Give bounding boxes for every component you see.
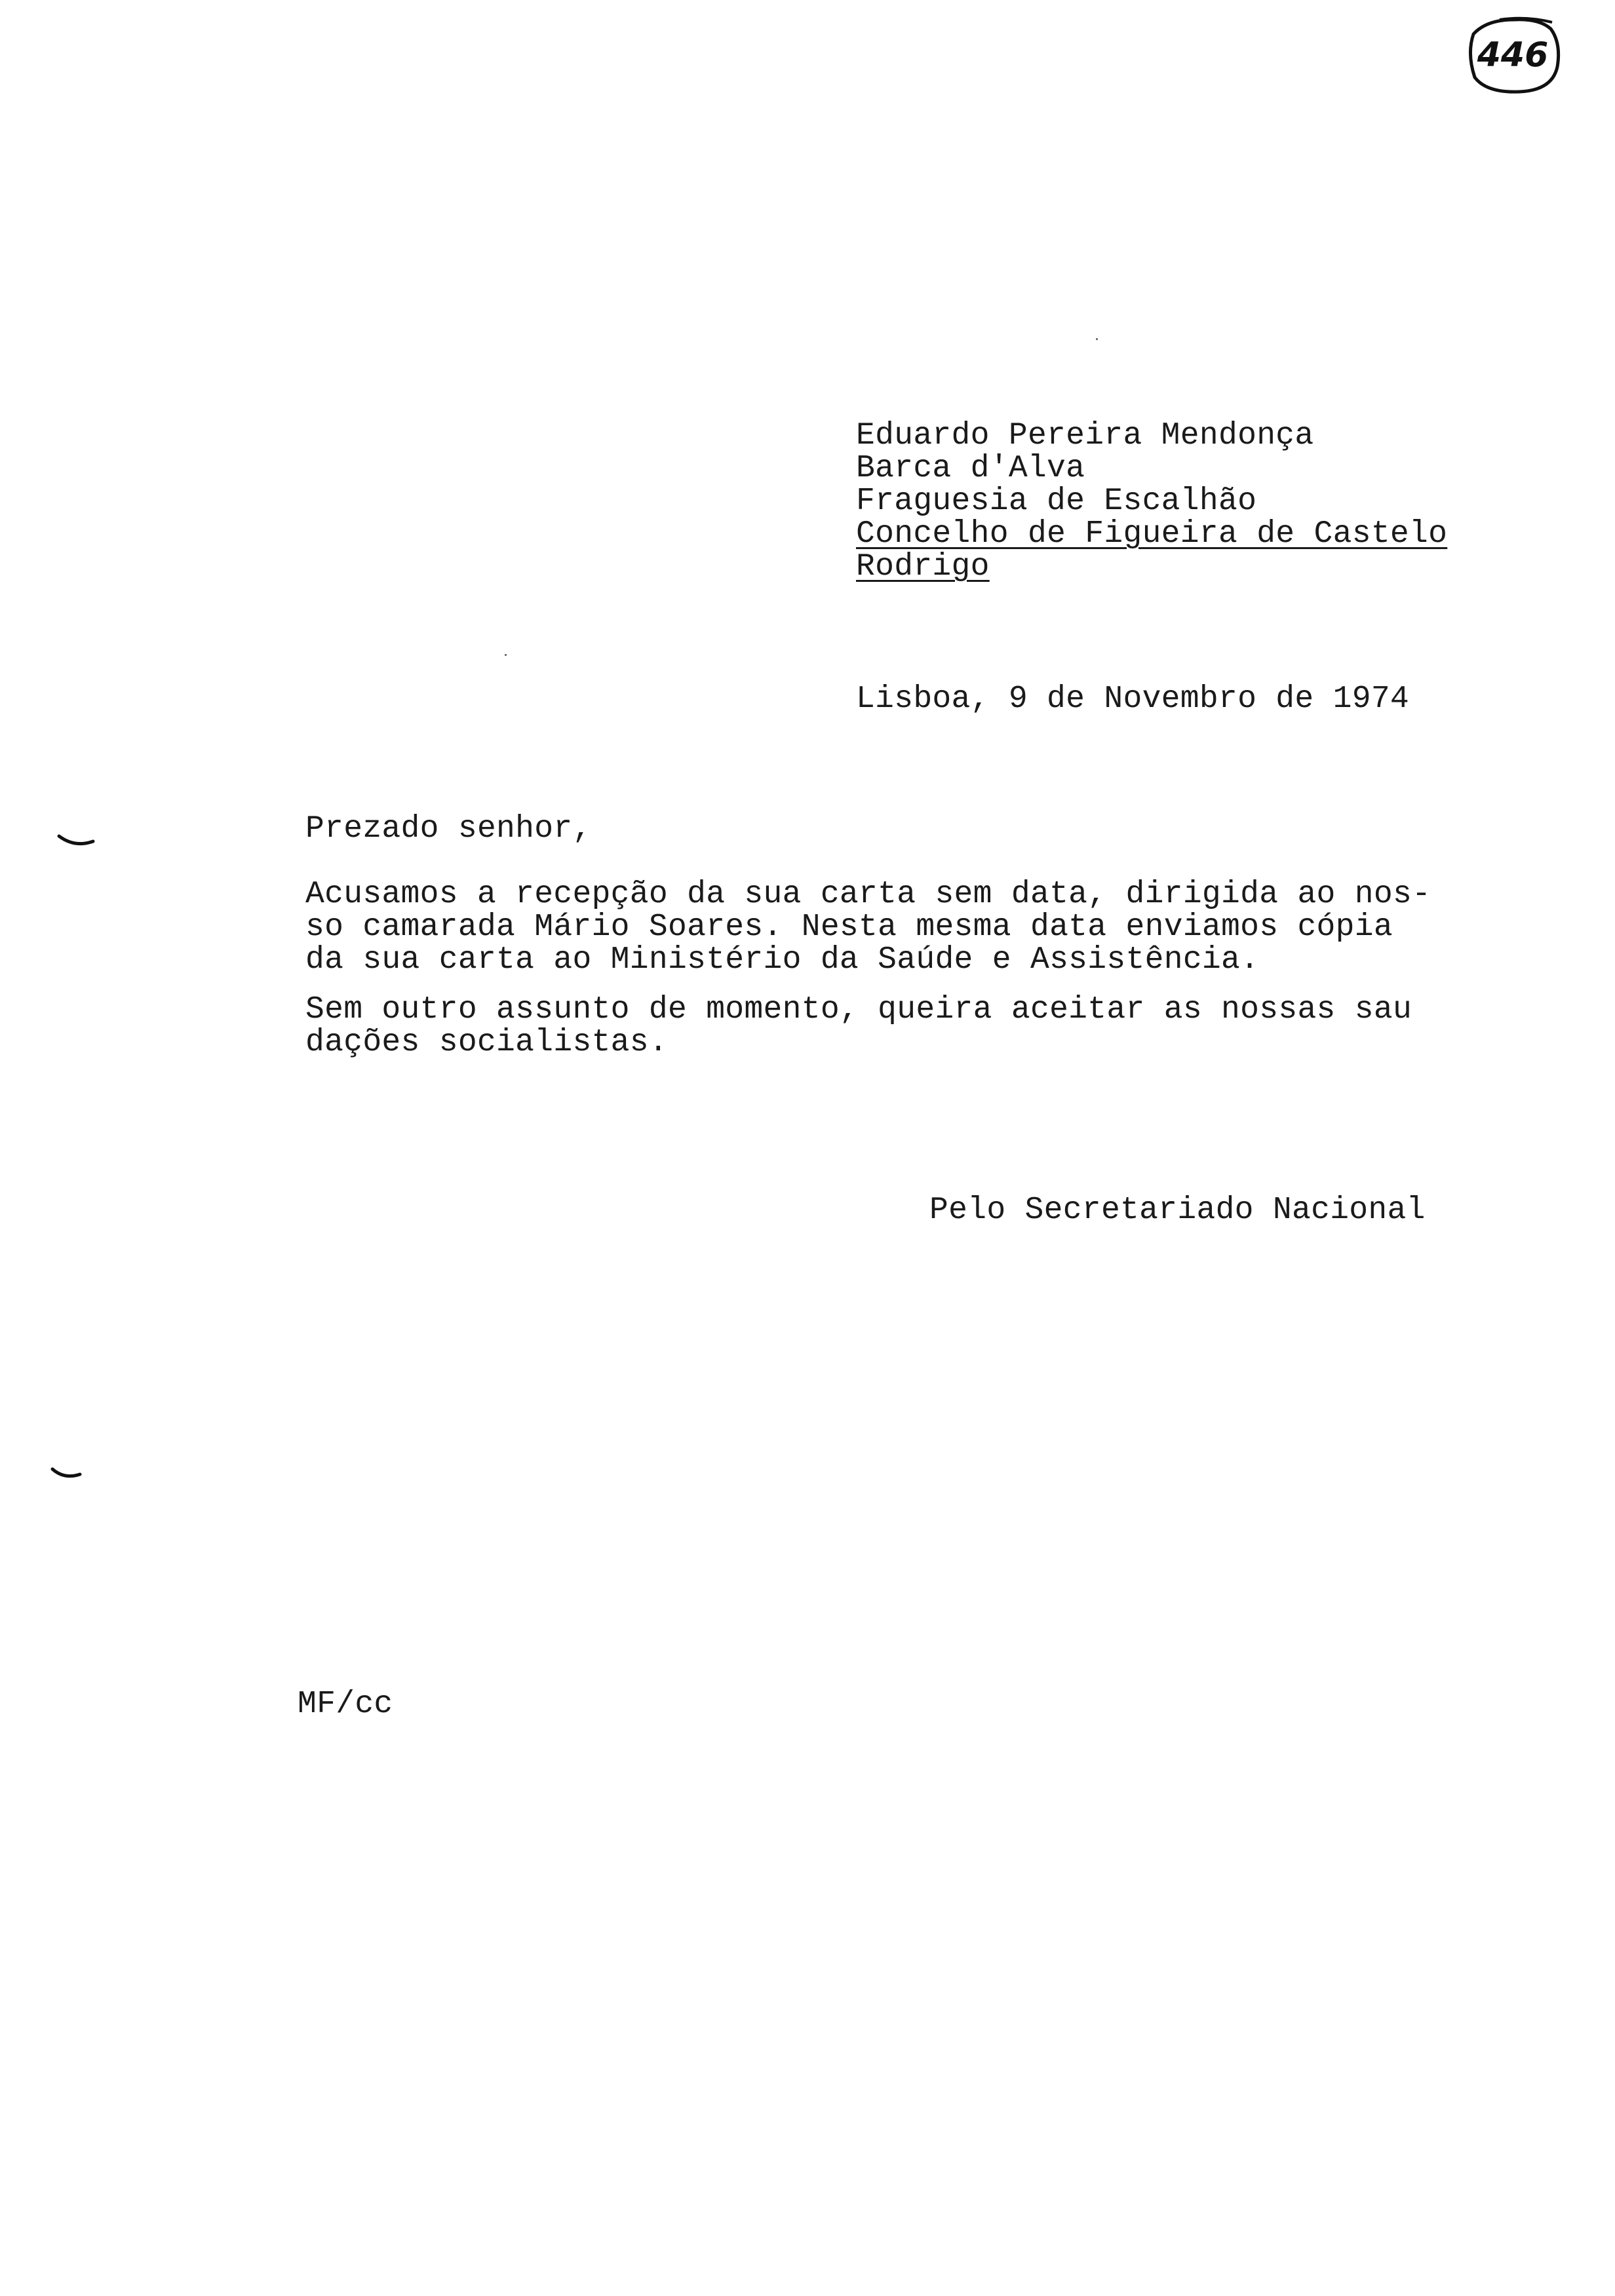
recipient-parish: Fraguesia de Escalhão [856,484,1257,519]
speck-mark [505,654,507,656]
body-paragraph1-line3: da sua carta ao Ministério da Saúde e Assistência. [305,942,1260,978]
date-line: Lisboa, 9 de Novembro de 1974 [856,681,1410,717]
punch-hole-mark-icon [56,833,96,849]
speck-mark [1096,338,1098,340]
body-paragraph2-line2: dações socialistas. [305,1025,668,1060]
punch-hole-mark-icon [50,1465,83,1481]
body-paragraph1-line2: so camarada Mário Soares. Nesta mesma data enviamos cópia [305,909,1393,945]
recipient-municipality-line2: Rodrigo [856,549,990,584]
salutation: Prezado senhor, [305,811,592,847]
archive-number-stamp [1460,14,1563,96]
recipient-place: Barca d'Alva [856,451,1085,486]
body-paragraph1-line1: Acusamos a recepção da sua carta sem data, dirigida ao nos- [305,877,1431,912]
recipient-municipality-line1: Concelho de Figueira de Castelo [856,516,1448,552]
reference-initials: MF/cc [298,1687,393,1722]
recipient-name: Eduardo Pereira Mendonça [856,418,1314,453]
archive-number: 446 [1477,35,1549,75]
signature-line: Pelo Secretariado Nacional [929,1193,1426,1228]
body-paragraph2-line1: Sem outro assunto de momento, queira aceitar as nossas sau [305,992,1412,1027]
